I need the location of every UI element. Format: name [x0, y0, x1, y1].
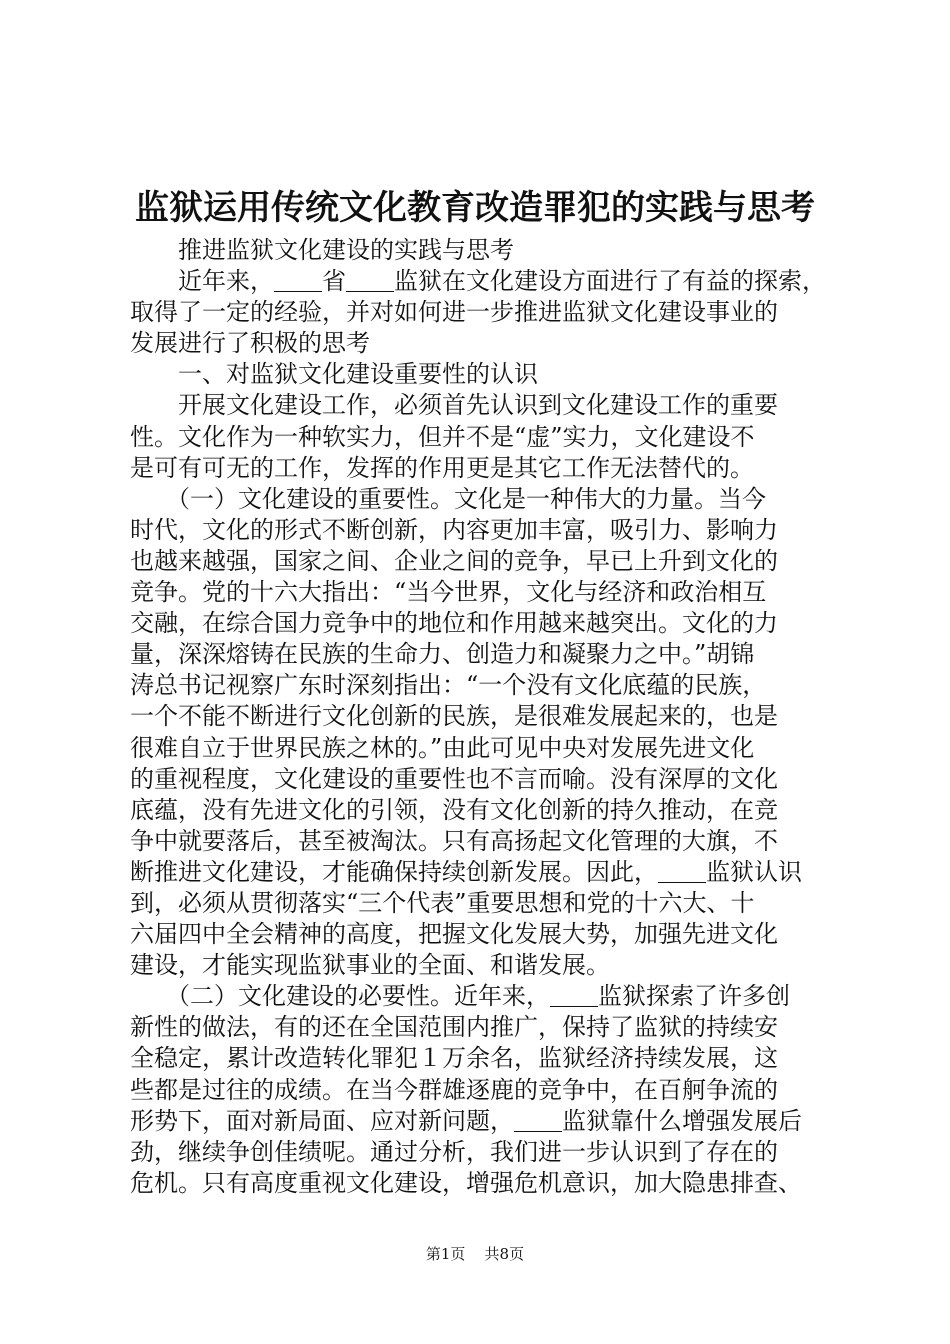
text-line: 很难自立于世界民族之林的。”由此可见中央对发展先进文化 — [130, 733, 755, 762]
text-line: 断推进文化建设，才能确保持续创新发展。因此，＿＿监狱认识 — [130, 857, 802, 886]
text-line: 到，必须从贯彻落实“三个代表”重要思想和党的十六大、十 — [130, 888, 755, 917]
text-line: 六届四中全会精神的高度，把握文化发展大势，加强先进文化 — [130, 920, 778, 949]
text-line: 是可有可无的工作，发挥的作用更是其它工作无法替代的。 — [130, 453, 754, 482]
page-footer — [0, 1244, 950, 1264]
text-line: 量，深深熔铸在民族的生命力、创造力和凝聚力之中。”胡锦 — [130, 640, 755, 669]
page-total: 共8页 — [484, 1245, 525, 1263]
text-line: 全稳定，累计改造转化罪犯１万余名，监狱经济持续发展，这 — [130, 1044, 778, 1073]
text-line: 劲，继续争创佳绩呢。通过分析，我们进一步认识到了存在的 — [130, 1137, 778, 1166]
text-line: 时代，文化的形式不断创新，内容更加丰富，吸引力、影响力 — [130, 515, 778, 544]
text-line: 底蕴，没有先进文化的引领，没有文化创新的持久推动，在竞 — [130, 795, 778, 824]
text-line: 性。文化作为一种软实力，但并不是“虚”实力，文化建设不 — [130, 422, 755, 451]
text-line: 发展进行了积极的思考 — [130, 329, 370, 358]
text-line: 开展文化建设工作，必须首先认识到文化建设工作的重要 — [130, 391, 778, 420]
text-line: 形势下，面对新局面、应对新问题，＿＿监狱靠什么增强发展后 — [130, 1106, 802, 1135]
text-line: 些都是过往的成绩。在当今群雄逐鹿的竞争中，在百舸争流的 — [130, 1075, 778, 1104]
text-line: （二）文化建设的必要性。近年来，＿＿监狱探索了许多创 — [130, 982, 790, 1011]
text-line: 危机。只有高度重视文化建设，增强危机意识，加大隐患排查、 — [130, 1168, 802, 1197]
text-line: 争中就要落后，甚至被淘汰。只有高扬起文化管理的大旗，不 — [130, 826, 778, 855]
footer-spacer — [470, 1245, 480, 1263]
text-line: 一、对监狱文化建设重要性的认识 — [130, 360, 538, 389]
text-line: 也越来越强，国家之间、企业之间的竞争，早已上升到文化的 — [130, 546, 778, 575]
text-line: 的重视程度，文化建设的重要性也不言而喻。没有深厚的文化 — [130, 764, 778, 793]
text-line: 推进监狱文化建设的实践与思考 — [130, 236, 514, 264]
text-line: 一个不能不断进行文化创新的民族，是很难发展起来的，也是 — [130, 702, 778, 731]
document-title: 监狱运用传统文化教育改造罪犯的实践与思考 — [135, 188, 815, 228]
text-line: 交融，在综合国力竞争中的地位和作用越来越突出。文化的力 — [130, 609, 778, 638]
text-line: （一）文化建设的重要性。文化是一种伟大的力量。当今 — [130, 484, 766, 513]
text-line: 新性的做法，有的还在全国范围内推广，保持了监狱的持续安 — [130, 1013, 778, 1042]
page-number: 第1页 — [425, 1245, 466, 1263]
text-line: 近年来，＿＿省＿＿监狱在文化建设方面进行了有益的探索， — [130, 267, 826, 296]
text-line: 取得了一定的经验，并对如何进一步推进监狱文化建设事业的 — [130, 298, 778, 327]
text-line: 建设，才能实现监狱事业的全面、和谐发展。 — [130, 951, 610, 980]
document-body — [130, 235, 830, 1199]
text-line: 竞争。党的十六大指出：“当今世界，文化与经济和政治相互 — [130, 578, 767, 607]
text-line: 涛总书记视察广东时深刻指出：“一个没有文化底蕴的民族， — [130, 671, 767, 700]
